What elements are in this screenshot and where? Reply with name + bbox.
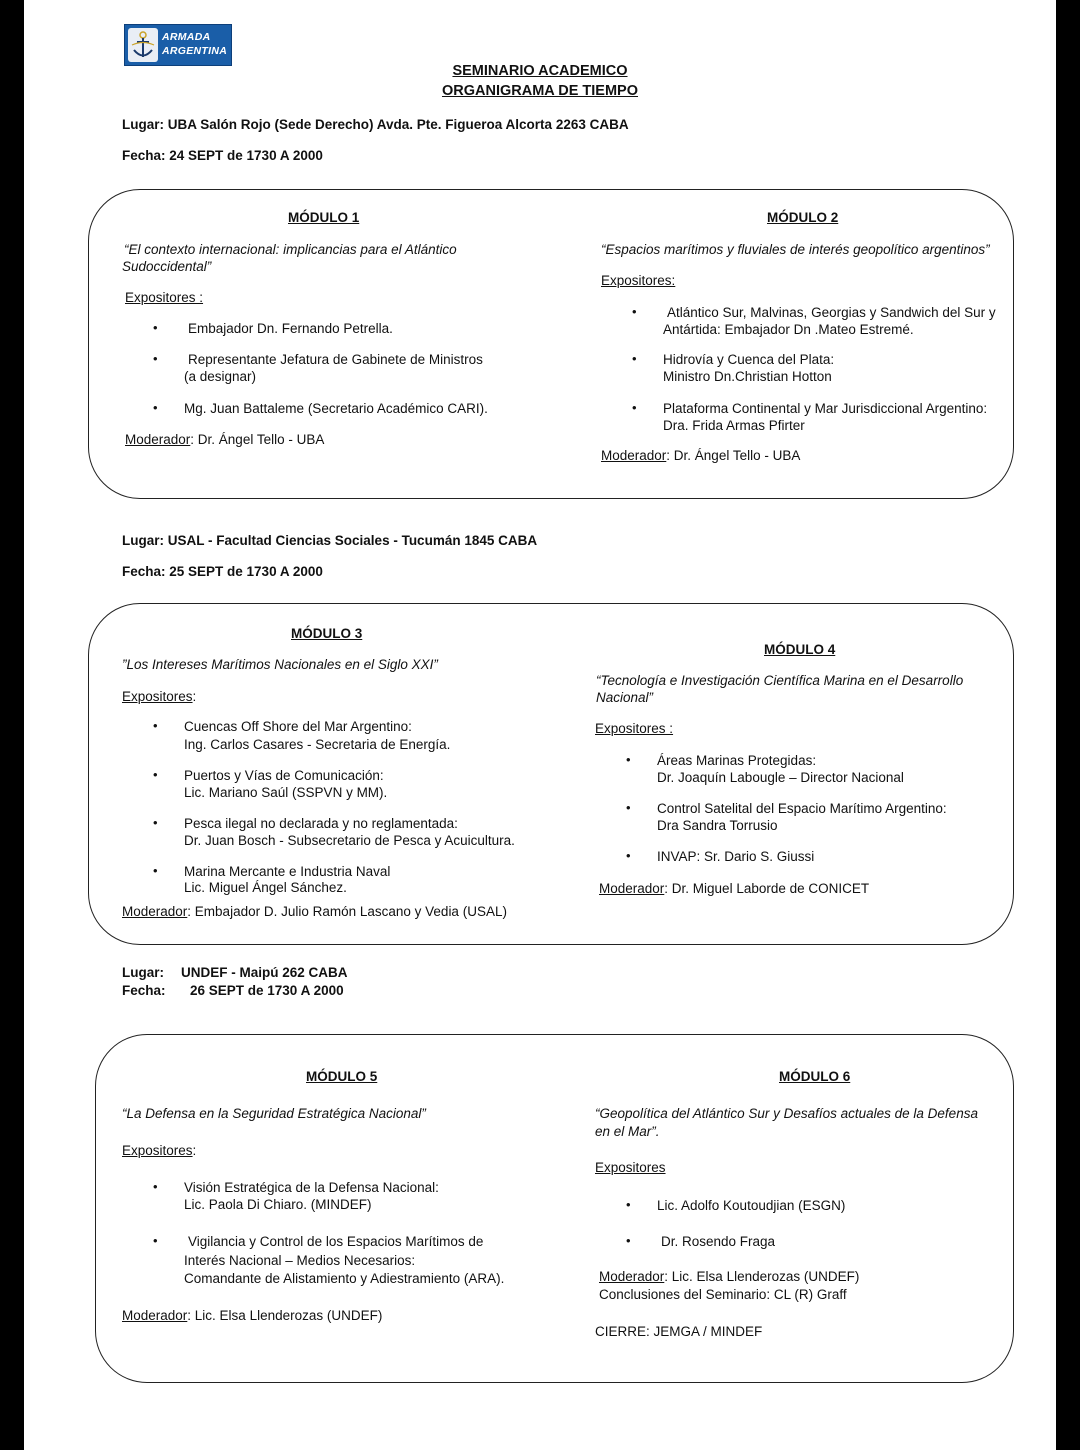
module-2-expositores: Expositores:: [601, 273, 676, 288]
day3-fecha-value: 26 SEPT de 1730 A 2000: [190, 983, 344, 998]
bullet: •: [153, 400, 158, 415]
module-4-speaker-2-line-2: Dra Sandra Torrusio: [657, 818, 778, 833]
module-4-speaker-2-line-1: Control Satelital del Espacio Marítimo Argentino:: [657, 801, 947, 816]
module-3-speaker-2-line-2: Lic. Mariano Saúl (SSPVN y MM).: [184, 785, 388, 800]
module-2-speaker-1-line-1: Atlántico Sur, Malvinas, Georgias y Sandwich del Sur y: [667, 305, 996, 320]
bullet: •: [632, 304, 637, 319]
expositores-label: Expositores: [122, 1143, 193, 1158]
moderador-label: Moderador: [599, 1269, 665, 1284]
module-5-speaker-2-line-1: Vigilancia y Control de los Espacios Marítimos de: [188, 1234, 484, 1249]
module-4-topic-line-2: Nacional”: [596, 690, 654, 705]
module-1-speaker-1: Embajador Dn. Fernando Petrella.: [188, 321, 393, 336]
bullet: •: [153, 320, 158, 335]
moderador-value: : Dr. Miguel Laborde de CONICET: [664, 881, 870, 896]
bullet: •: [632, 351, 637, 366]
logo-line-1: ARMADA: [162, 31, 211, 43]
module-5-topic: “La Defensa en la Seguridad Estratégica Nacional”: [122, 1106, 426, 1121]
module-3-moderador: [122, 903, 507, 921]
bullet: •: [153, 767, 158, 782]
moderador-value: : Lic. Elsa Llenderozas (UNDEF): [664, 1269, 860, 1284]
module-4-speaker-1-line-2: Dr. Joaquín Labougle – Director Nacional: [657, 770, 904, 785]
day3-lugar-label: Lugar:: [122, 965, 164, 980]
moderador-label: Moderador: [125, 432, 191, 447]
module-4-speaker-1-line-1: Áreas Marinas Protegidas:: [657, 753, 817, 768]
module-6-conclusiones: Conclusiones del Seminario: CL (R) Graff: [599, 1287, 847, 1302]
module-5-moderador: [122, 1307, 382, 1325]
bullet: •: [153, 351, 158, 366]
day3-lugar-value: UNDEF - Maipú 262 CABA: [181, 965, 348, 980]
module-3-speaker-1-line-2: Ing. Carlos Casares - Secretaria de Energía.: [184, 737, 451, 752]
module-4-moderador: [599, 880, 869, 898]
module-4-expositores: Expositores :: [595, 721, 674, 736]
bullet: •: [153, 815, 158, 830]
logo-text: [162, 30, 227, 58]
module-1-expositores: Expositores :: [125, 290, 204, 305]
module-2-speaker-1-line-2: Antártida: Embajador Dn .Mateo Estremé.: [663, 322, 914, 337]
module-6-speaker-1: Lic. Adolfo Koutoudjian (ESGN): [657, 1198, 846, 1213]
moderador-value: : Lic. Elsa Llenderozas (UNDEF): [187, 1308, 383, 1323]
module-6-cierre: CIERRE: JEMGA / MINDEF: [595, 1324, 763, 1339]
page-subtitle: ORGANIGRAMA DE TIEMPO: [441, 83, 639, 99]
module-3-speaker-2-line-1: Puertos y Vías de Comunicación:: [184, 768, 384, 783]
module-3-speaker-3-line-1: Pesca ilegal no declarada y no reglamentada:: [184, 816, 458, 831]
expositores-label: Expositores: [122, 689, 193, 704]
bullet: •: [626, 1197, 631, 1212]
expositores-colon: :: [192, 1143, 197, 1158]
module-6-moderador: [599, 1268, 859, 1286]
moderador-value: : Dr. Ángel Tello - UBA: [190, 432, 325, 447]
module-4-topic-line-1: “Tecnología e Investigación Científica Marina en el Desarrollo: [596, 673, 964, 688]
module-3-expositores: [122, 688, 196, 706]
module-5-speaker-2-line-3: Comandante de Alistamiento y Adiestramiento (ARA).: [184, 1271, 505, 1286]
day3-fecha-label: Fecha:: [122, 983, 166, 998]
module-2-moderador: [601, 447, 800, 465]
armada-logo: [124, 24, 232, 66]
module-5-speaker-1-line-1: Visión Estratégica de la Defensa Nacional:: [184, 1180, 439, 1195]
bullet: •: [153, 1179, 158, 1194]
expositores-colon: :: [192, 689, 197, 704]
bullet: •: [626, 1233, 631, 1248]
moderador-label: Moderador: [122, 1308, 188, 1323]
module-3-heading: MÓDULO 3: [291, 626, 363, 641]
module-2-topic: “Espacios marítimos y fluviales de interés geopolítico argentinos”: [601, 242, 990, 257]
moderador-label: Moderador: [122, 904, 188, 919]
module-4-heading: MÓDULO 4: [764, 642, 836, 657]
module-2-heading: MÓDULO 2: [767, 210, 839, 225]
day2-fecha: Fecha: 25 SEPT de 1730 A 2000: [122, 564, 323, 579]
module-1-speaker-3: Mg. Juan Battaleme (Secretario Académico CARI).: [184, 401, 488, 416]
module-5-speaker-2-line-2: Interés Nacional – Medios Necesarios:: [184, 1253, 416, 1268]
module-1-speaker-2-line-2: (a designar): [184, 369, 257, 384]
module-6-speaker-2: Dr. Rosendo Fraga: [661, 1234, 776, 1249]
module-6-heading: MÓDULO 6: [779, 1069, 851, 1084]
module-3-speaker-1-line-1: Cuencas Off Shore del Mar Argentino:: [184, 719, 412, 734]
module-3-speaker-4-line-2: Lic. Miguel Ángel Sánchez.: [184, 880, 347, 895]
module-1-speaker-2-line-1: Representante Jefatura de Gabinete de Ministros: [188, 352, 483, 367]
module-6-expositores: Expositores: [595, 1160, 666, 1175]
module-1-topic-line-1: “El contexto internacional: implicancias para el Atlántico: [124, 242, 457, 257]
day1-box: [88, 189, 1014, 499]
day1-lugar: Lugar: UBA Salón Rojo (Sede Derecho) Avda. Pte. Figueroa Alcorta 2263 CABA: [122, 117, 629, 132]
module-2-speaker-2-line-2: Ministro Dn.Christian Hotton: [663, 369, 832, 384]
module-5-speaker-1-line-2: Lic. Paola Di Chiaro. (MINDEF): [184, 1197, 372, 1212]
module-1-topic-line-2: Sudoccidental”: [122, 259, 212, 274]
module-5-heading: MÓDULO 5: [306, 1069, 378, 1084]
page-title: SEMINARIO ACADEMICO: [452, 63, 628, 79]
document-page: [24, 0, 1056, 1450]
module-6-topic-line-2: en el Mar”.: [595, 1124, 660, 1139]
day1-fecha: Fecha: 24 SEPT de 1730 A 2000: [122, 148, 323, 163]
bullet: •: [632, 400, 637, 415]
module-3-speaker-3-line-2: Dr. Juan Bosch - Subsecretario de Pesca y Acuicultura.: [184, 833, 515, 848]
module-6-topic-line-1: “Geopolítica del Atlántico Sur y Desafíos actuales de la Defensa: [595, 1106, 978, 1121]
module-4-speaker-3: INVAP: Sr. Dario S. Giussi: [657, 849, 815, 864]
module-1-heading: MÓDULO 1: [288, 210, 360, 225]
module-3-topic: ”Los Intereses Marítimos Nacionales en el Siglo XXI”: [122, 657, 438, 672]
module-2-speaker-2-line-1: Hidrovía y Cuenca del Plata:: [663, 352, 835, 367]
module-2-speaker-3-line-1: Plataforma Continental y Mar Jurisdiccional Argentino:: [663, 401, 988, 416]
logo-line-2: ARGENTINA: [162, 45, 228, 57]
moderador-value: : Embajador D. Julio Ramón Lascano y Vedia (USAL): [187, 904, 507, 919]
module-5-expositores: [122, 1142, 196, 1160]
moderador-value: : Dr. Ángel Tello - UBA: [666, 448, 801, 463]
bullet: •: [153, 1233, 158, 1248]
bullet: •: [153, 863, 158, 878]
anchor-emblem-icon: [128, 28, 158, 62]
module-3-speaker-4-line-1: Marina Mercante e Industria Naval: [184, 864, 391, 879]
bullet: •: [153, 718, 158, 733]
bullet: •: [626, 848, 631, 863]
module-2-speaker-3-line-2: Dra. Frida Armas Pfirter: [663, 418, 805, 433]
bullet: •: [626, 752, 631, 767]
module-1-moderador: [125, 431, 324, 449]
bullet: •: [626, 800, 631, 815]
moderador-label: Moderador: [599, 881, 665, 896]
day2-lugar: Lugar: USAL - Facultad Ciencias Sociales - Tucumán 1845 CABA: [122, 533, 538, 548]
moderador-label: Moderador: [601, 448, 667, 463]
